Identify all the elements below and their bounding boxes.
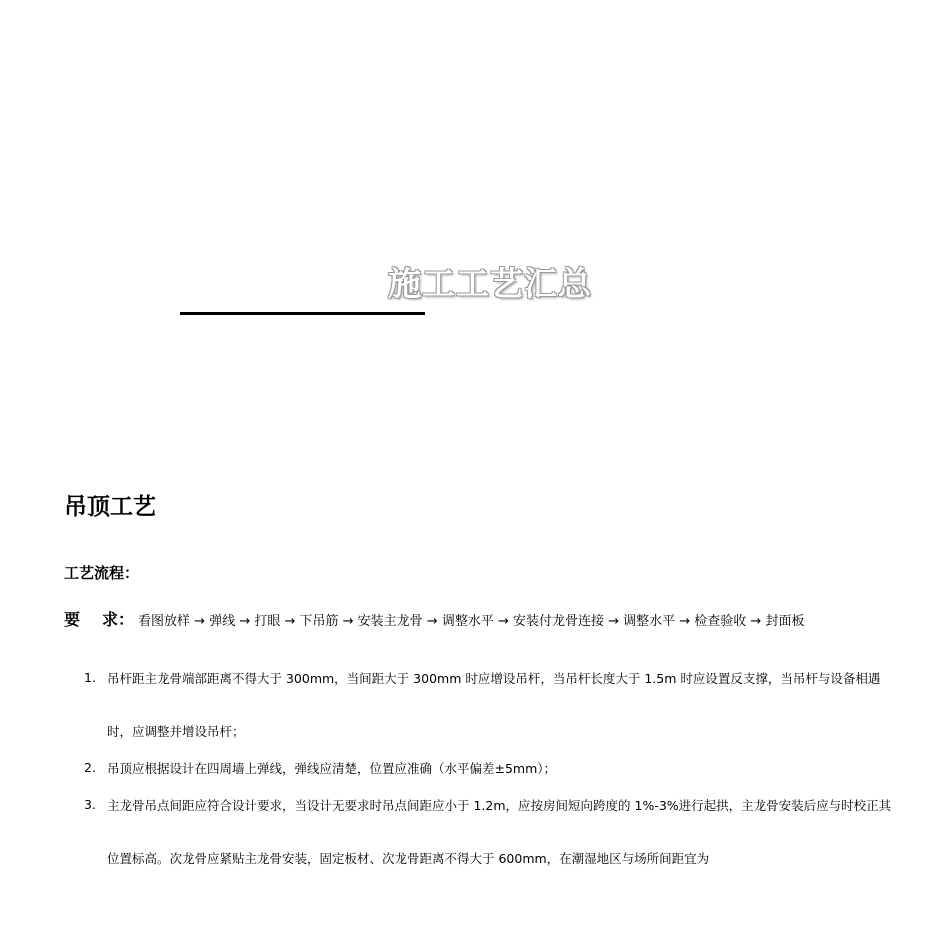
- requirement-line: [64, 607, 804, 630]
- title-underline: [180, 312, 425, 315]
- requirement-number: 2.: [84, 760, 96, 775]
- requirement-label-b: 求：: [102, 610, 135, 629]
- process-flow: 看图放样 → 弹线 → 打眼 → 下吊筋 → 安装主龙骨 → 调整水平 → 安装付龙骨连接 → 调整水平 → 检查验收 → 封面板: [138, 614, 805, 629]
- requirement-text: 吊顶应根据设计在四周墙上弹线，弹线应清楚，位置应准确（水平偏差±5mm）；: [107, 761, 557, 776]
- requirement-item: [84, 779, 894, 885]
- requirement-number: 1.: [84, 670, 96, 685]
- requirement-label: [64, 610, 134, 629]
- requirements-list: [84, 652, 894, 885]
- requirement-text: 主龙骨吊点间距应符合设计要求，当设计无要求时吊点间距应小于 1.2m，应按房间短向跨度的 1%-3%进行起拱，主龙骨安装后应与时校正其位置标高。次龙骨应紧贴主龙骨安装，固定板材、次龙骨距离不得大于 600mm，在潮湿地区与场所间距宜为: [107, 798, 892, 866]
- requirement-number: 3.: [84, 797, 96, 812]
- document-title: 施工工艺汇总: [388, 264, 592, 303]
- process-label: 工艺流程：: [64, 564, 140, 582]
- requirement-label-a: 要: [64, 610, 81, 629]
- section-heading: 吊顶工艺: [64, 494, 156, 520]
- requirement-text: 吊杆距主龙骨端部距离不得大于 300mm，当间距大于 300mm 时应增设吊杆，当吊杆长度大于 1.5m 时应设置反支撑，当吊杆与设备相遇时，应调整并增设吊杆；: [107, 671, 881, 739]
